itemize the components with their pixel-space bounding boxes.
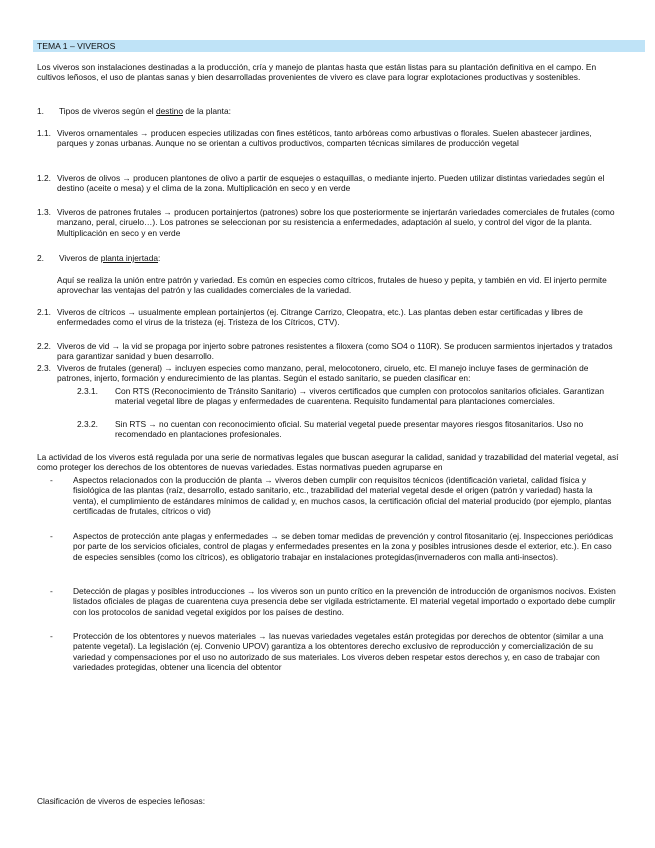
page-title: TEMA 1 – VIVEROS (33, 40, 645, 52)
bullet-text: Protección de los obtentores y nuevos materiales → las nuevas variedades vegetales están protegidas por derechos de obtentor (similar a una patente vegetal). La legislación (ej. Convenio UPOV) garantiza a los obtentores derecho exclusivo de reproducción y comercialización de su variedad y compensaciones por el uso no autorizado de sus materiales. Los viveros deben respetar estos derechos y, en caso de trabajar con variedades protegidas, obtener una licencia del obtentor (73, 631, 604, 673)
section-1-heading (37, 106, 619, 116)
section-2-intro: Aquí se realiza la unión entre patrón y variedad. Es común en especies como cítricos, frutales de hueso y pepita, y también en vid. El injerto permite aprovechar las ventajas del patrón y las cualidades comerciales de la variedad. (57, 275, 607, 296)
section-number: 1. (37, 106, 44, 116)
section-heading-text: Tipos de viveros según el destino de la planta: (59, 106, 231, 116)
bullet-item (50, 475, 617, 517)
item-number: 1.1. (37, 128, 51, 138)
list-item (37, 307, 619, 328)
item-text: Viveros de olivos → producen plantones de olivo a partir de esquejes o estaquillas, o mediante injerto. Pueden utilizar distintas variedades según el destino (aceite o mesa) y el clima de la zona. Multiplicación en seco y en verde (57, 173, 605, 194)
bullet-item (50, 586, 617, 617)
bullet-marker: - (50, 586, 53, 596)
bullet-item (50, 631, 617, 673)
section-2-heading (37, 253, 619, 263)
sub-list-item (77, 419, 617, 440)
sub-item-number: 2.3.2. (77, 419, 98, 429)
item-number: 1.3. (37, 207, 51, 217)
item-number: 2.3. (37, 363, 51, 373)
list-item (37, 363, 619, 384)
list-item (37, 173, 619, 194)
list-item (37, 207, 619, 238)
section-number: 2. (37, 253, 44, 263)
footer-heading: Clasificación de viveros de especies leñosas: (37, 796, 206, 806)
list-item (37, 128, 619, 149)
regulation-intro: La actividad de los viveros está regulada por una serie de normativas legales que buscan asegurar la calidad, sanidad y trazabilidad del material vegetal, así como proteger los derechos de los obtentores de nuevas variedades. Estas normativas pueden agruparse en (37, 452, 619, 473)
sub-item-text: Sin RTS → no cuentan con reconocimiento oficial. Su material vegetal puede presentar mayores riesgos fitosanitarios. Uso no recomendado en plantaciones profesionales. (115, 419, 584, 440)
item-text: Viveros de cítricos → usualmente emplean portainjertos (ej. Citrange Carrizo, Cleopatra, etc.). Las plantas deben estar certificadas y libres de enfermedades como el virus de la tristeza (ej. Tristeza de los Cítricos, CTV). (57, 307, 583, 328)
item-text: Viveros ornamentales → producen especies utilizadas con fines estéticos, tanto arbóreas como arbustivas o florales. Suelen abastecer jardines, parques y zonas urbanas. Aunque no se orientan a cultivos productivos, comparten técnicas similares de producción vegetal (57, 128, 592, 149)
sub-list-item (77, 386, 617, 407)
intro-paragraph: Los viveros son instalaciones destinadas a la producción, cría y manejo de plantas hasta que están listas para su plantación definitiva en el campo. En cultivos leñosos, el uso de plantas sanas y bien desarrolladas provenientes de vivero es clave para lograr explotaciones productivas y sostenibles. (37, 62, 597, 83)
item-text: Viveros de frutales (general) → incluyen especies como manzano, peral, melocotonero, ciruelo, etc. El manejo incluye fases de germinación de patrones, injerto, formación y endurecimiento de las plantas. Según el estado sanitario, se pueden clasificar en: (57, 363, 589, 384)
item-number: 2.2. (37, 341, 51, 351)
item-text: Viveros de vid → la vid se propaga por injerto sobre patrones resistentes a filoxera (como SO4 o 110R). Se producen sarmientos injertados y tratados para garantizar sanidad y buen desarrollo. (57, 341, 613, 362)
bullet-marker: - (50, 631, 53, 641)
sub-item-text: Con RTS (Reconocimiento de Tránsito Sanitario) → viveros certificados que cumplen con protocolos sanitarios oficiales. Garantizan material vegetal libre de plagas y enfermedades de cuarentena. Requisito fundamental para plantaciones comerciales. (115, 386, 605, 407)
bullet-item (50, 531, 617, 562)
bullet-text: Aspectos relacionados con la producción de planta → viveros deben cumplir con requisitos técnicos (identificación varietal, calidad física y fisiológica de las plantas (raíz, desarrollo, estado sanitario, etc., trazabilidad del material vegetal desde el origen (patrón y variedad) hasta la venta), el cumplimiento de estándares mínimos de calidad y, en muchos casos, la certificación oficial del material producido (por ejemplo, plantas certificadas de frutales, cítricos o vid) (73, 475, 612, 517)
list-item (37, 341, 619, 362)
bullet-text: Detección de plagas y posibles introducciones → los viveros son un punto crítico en la prevención de introducción de organismos nocivos. Existen listados oficiales de plagas de cuarentena cuya presencia debe ser vigilada estrictamente. El material vegetal importado o exportado debe cumplir con los protocolos de sanidad vegetal exigidos por los países de destino. (73, 586, 616, 617)
item-number: 1.2. (37, 173, 51, 183)
bullet-marker: - (50, 531, 53, 541)
bullet-marker: - (50, 475, 53, 485)
item-number: 2.1. (37, 307, 51, 317)
bullet-text: Aspectos de protección ante plagas y enfermedades → se deben tomar medidas de prevención y control fitosanitario (ej. Inspecciones periódicas por parte de los servicios oficiales, control de plagas y enfermedades presentes en la zona y posibles intrusiones desde el exterior, etc.). En caso de especies sensibles (como los cítricos), es obligatorio trabajar en instalaciones protegidas(invernaderos con malla anti-insectos). (73, 531, 614, 562)
item-text: Viveros de patrones frutales → producen portainjertos (patrones) sobre los que posteriormente se injertarán variedades comerciales de frutales (como manzano, peral, ciruelo…). Los patrones se seleccionan por su resistencia a enfermedades, adaptación al suelo, y control del vigor de la planta. Multiplicación en seco y en verde (57, 207, 615, 238)
sub-item-number: 2.3.1. (77, 386, 98, 396)
section-heading-text: Viveros de planta injertada: (59, 253, 161, 263)
